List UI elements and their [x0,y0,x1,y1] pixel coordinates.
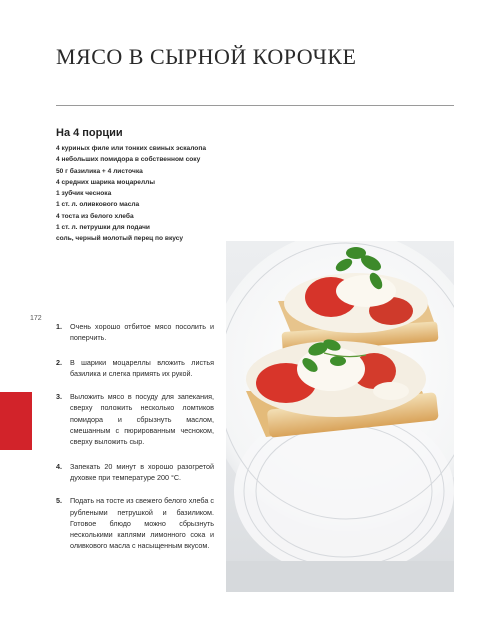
step-text: Подать на тосте из свежего белого хлеба с рублеными петрушкой и базиликом. Готовое блюдо можно сбрызнуть несколькими каплями лимонного сока и оливкового масла с насыщенным вкусом. [70,496,214,551]
ingredient-item: 4 тоста из белого хлеба [56,212,134,220]
step-number: 3. [56,392,62,402]
title-divider [56,105,454,106]
step-item [56,357,214,380]
ingredient-item: 50 г базилика + 4 листочка [56,167,143,175]
step-number: 1. [56,322,62,331]
accent-bar [0,392,32,450]
step-number: 2. [56,357,62,367]
step-number: 4. [56,461,62,471]
ingredient-item: 1 ст. л. оливкового масла [56,201,140,209]
ingredient-item: 4 куриных филе или тонких свиных эскалопа [56,145,206,152]
step-text: Выложить мясо в посуду для запекания, сверху положить несколько ломтиков помидора и сбрызнуть маслом, смешанным с пюрированным чесноком, сверху выложить сыр. [70,392,214,447]
step-item [56,391,214,447]
ingredient-item: 4 средних шарика моцареллы [56,178,155,186]
ingredient-item: 1 зубчик чеснока [56,190,112,198]
step-item [56,495,214,551]
recipe-title: МЯСО В СЫРНОЙ КОРОЧКЕ [56,44,357,69]
step-text: Очень хорошо отбитое мясо посолить и поперчить. [70,322,214,343]
step-item [56,461,214,484]
servings-heading: На 4 порции [56,127,123,139]
step-text: Запекать 20 минут в хорошо разогретой духовке при температуре 200 °C. [70,461,214,482]
ingredient-item: соль, черный молотый перец по вкусу [56,235,184,243]
step-number: 5. [56,496,62,506]
page-number: 172 [30,315,42,322]
step-list [56,321,214,552]
ingredient-item: 1 ст. л. петрушки для подачи [56,224,150,232]
step-item [56,321,214,344]
dish-photo [226,241,454,592]
ingredient-item: 4 небольших помидора в собственном соку [56,156,201,164]
step-text: В шарики моцареллы вложить листья базилика и слегка примять их рукой. [70,357,214,378]
dish-illustration [226,241,454,592]
ingredient-list [56,143,206,245]
